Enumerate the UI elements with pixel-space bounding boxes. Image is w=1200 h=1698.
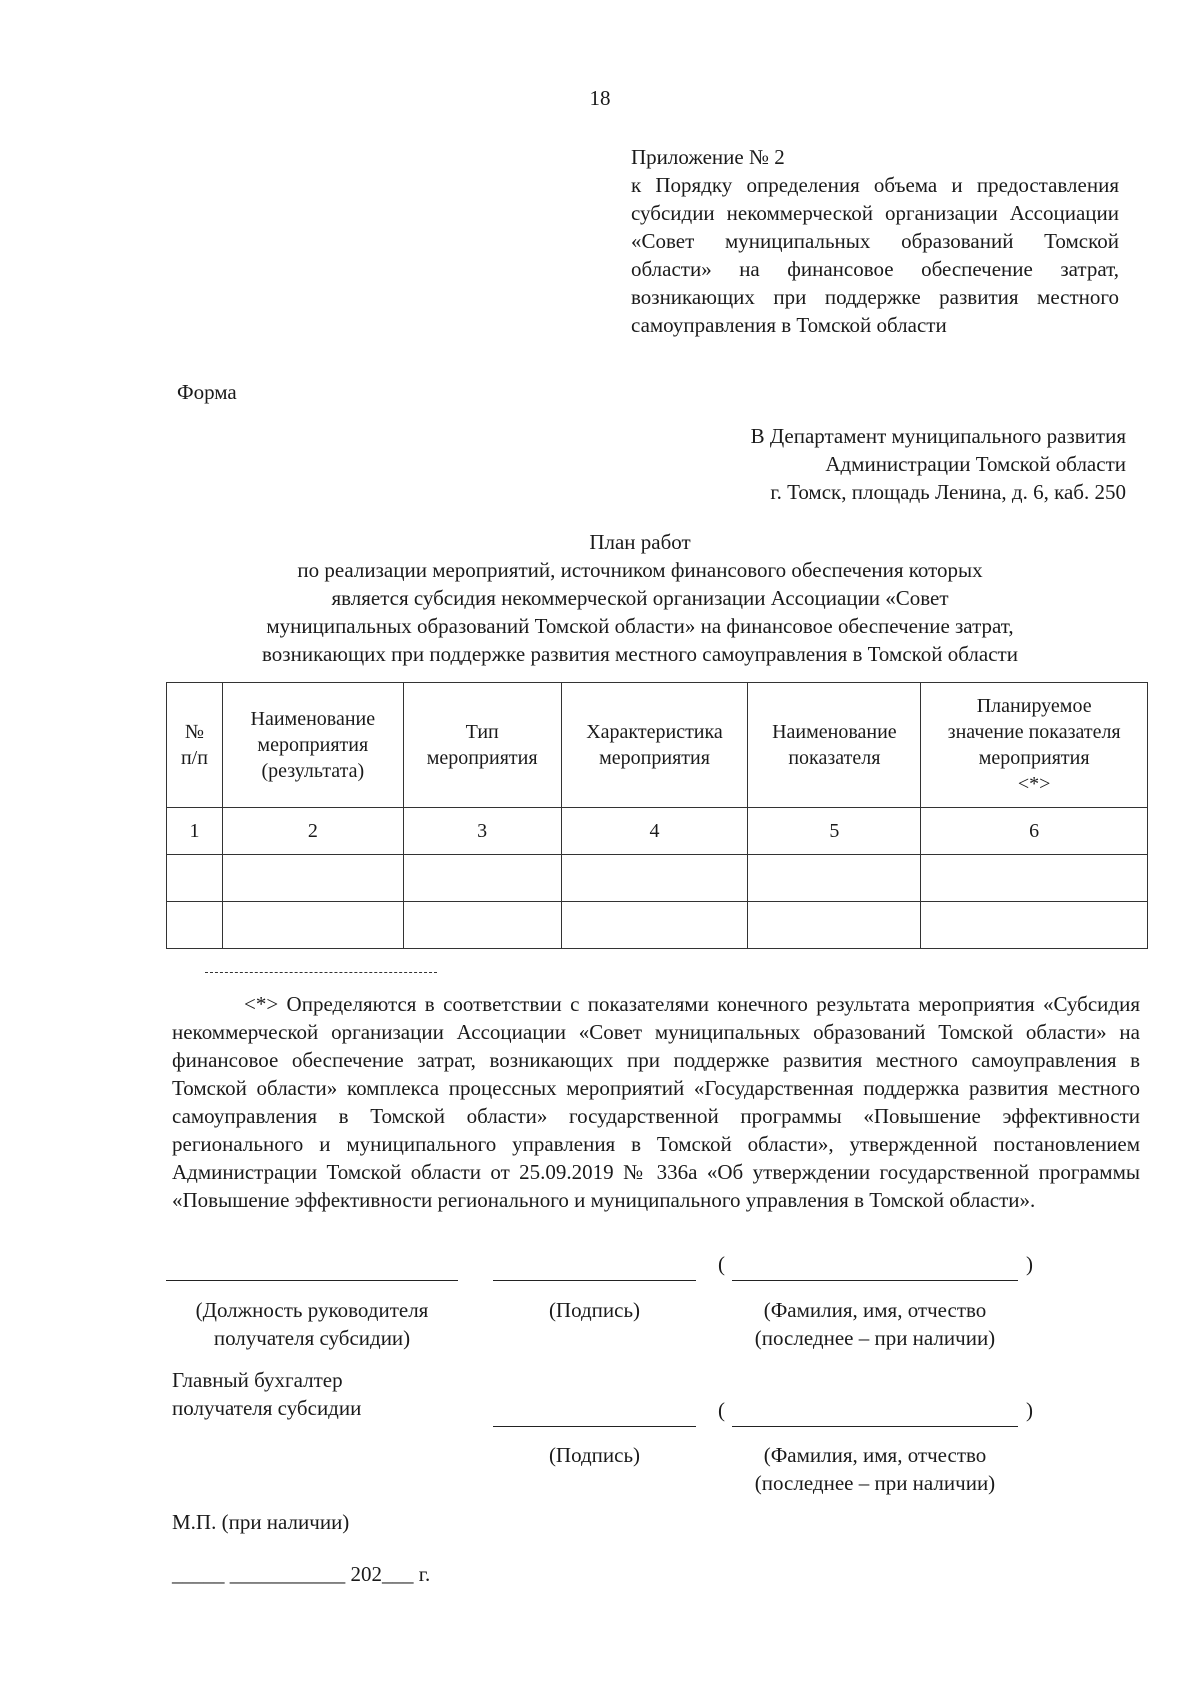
- header-event-name: Наименование мероприятия (результата): [222, 683, 403, 808]
- plan-title-line: муниципальных образований Томской области» на финансовое обеспечение затрат,: [266, 614, 1014, 638]
- table-cell[interactable]: [921, 902, 1148, 949]
- chief-accountant-label: Главный бухгалтер получателя субсидии: [172, 1368, 362, 1420]
- table-cell[interactable]: [748, 902, 921, 949]
- accountant-name-line[interactable]: [732, 1426, 1018, 1427]
- addressee-line: Администрации Томской области: [825, 452, 1126, 476]
- plan-title: [0, 528, 1200, 668]
- table-cell[interactable]: [921, 855, 1148, 902]
- column-number: 3: [403, 808, 561, 855]
- signature-caption: (Подпись): [548, 1298, 641, 1322]
- column-number: 6: [921, 808, 1148, 855]
- appendix-title: Приложение № 2: [631, 145, 785, 169]
- table-cell[interactable]: [561, 855, 748, 902]
- page-number: 18: [589, 86, 611, 110]
- table-cell[interactable]: [167, 902, 223, 949]
- footnote-separator: [205, 972, 437, 973]
- position-caption: (Должность руководителя получателя субсидии): [195, 1298, 429, 1350]
- column-number: 2: [222, 808, 403, 855]
- header-indicator-name: Наименование показателя: [748, 683, 921, 808]
- header-planned-value: Планируемое значение показателя мероприятия <*>: [921, 683, 1148, 808]
- table-cell[interactable]: [403, 855, 561, 902]
- table-cell[interactable]: [167, 855, 223, 902]
- addressee-line: В Департамент муниципального развития: [750, 424, 1126, 448]
- footnote-text: <*> Определяются в соответствии с показателями конечного результата мероприятия «Субсидия некоммерческой организации Ассоциации «Совет муниципальных образований Томской области» на финансовое обеспечение затрат, возникающих при поддержке развития местного самоуправления в Томской области» комплекса процессных мероприятий «Государственная поддержка развития местного самоуправления в Томской области» государственной программы «Повышение эффективности регионального и муниципального управления в Томской области», утвержденной постановлением Администрации Томской области от 25.09.2019 № 336а «Об утверждении государственной программы «Повышение эффективности регионального и муниципального управления в Томской области».: [172, 992, 1140, 1212]
- addressee-block: [751, 422, 1126, 506]
- table-cell[interactable]: [403, 902, 561, 949]
- appendix-block: [631, 143, 1119, 339]
- full-name-caption: (Фамилия, имя, отчество (последнее – при наличии): [754, 1298, 996, 1350]
- position-signature-line[interactable]: [166, 1280, 458, 1281]
- full-name-caption: (Фамилия, имя, отчество (последнее – при наличии): [754, 1443, 996, 1495]
- open-paren: (: [718, 1252, 725, 1276]
- column-number-row: [167, 808, 1148, 855]
- header-number: № п/п: [167, 683, 223, 808]
- plan-title-line: возникающих при поддержке развития местного самоуправления в Томской области: [262, 642, 1018, 666]
- table-cell[interactable]: [561, 902, 748, 949]
- plan-title-line: План работ: [589, 530, 691, 554]
- full-name-line[interactable]: [732, 1280, 1018, 1281]
- date-line[interactable]: _____ ___________ 202___ г.: [172, 1562, 431, 1586]
- signature-line[interactable]: [493, 1280, 696, 1281]
- signature-caption: (Подпись): [548, 1443, 641, 1467]
- table-header-row: [167, 683, 1148, 808]
- plan-title-line: является субсидия некоммерческой организации Ассоциации «Совет: [331, 586, 949, 610]
- column-number: 5: [748, 808, 921, 855]
- addressee-line: г. Томск, площадь Ленина, д. 6, каб. 250: [770, 480, 1126, 504]
- table-row: [167, 902, 1148, 949]
- plan-table: [166, 682, 1148, 949]
- close-paren: ): [1026, 1252, 1033, 1276]
- table-cell[interactable]: [222, 855, 403, 902]
- open-paren: (: [718, 1398, 725, 1422]
- column-number: 4: [561, 808, 748, 855]
- form-label: Форма: [177, 380, 237, 404]
- header-event-characteristic: Характеристика мероприятия: [561, 683, 748, 808]
- table-cell[interactable]: [222, 902, 403, 949]
- appendix-body: к Порядку определения объема и предоставления субсидии некоммерческой организации Ассоциации «Совет муниципальных образований Томской области» на финансовое обеспечение затрат, возникающих при поддержке развития местного самоуправления в Томской области: [631, 173, 1119, 337]
- header-event-type: Тип мероприятия: [403, 683, 561, 808]
- plan-title-line: по реализации мероприятий, источником финансового обеспечения которых: [297, 558, 983, 582]
- close-paren: ): [1026, 1398, 1033, 1422]
- stamp-label: М.П. (при наличии): [172, 1510, 350, 1534]
- table-cell[interactable]: [748, 855, 921, 902]
- table-row: [167, 855, 1148, 902]
- accountant-signature-line[interactable]: [493, 1426, 696, 1427]
- column-number: 1: [167, 808, 223, 855]
